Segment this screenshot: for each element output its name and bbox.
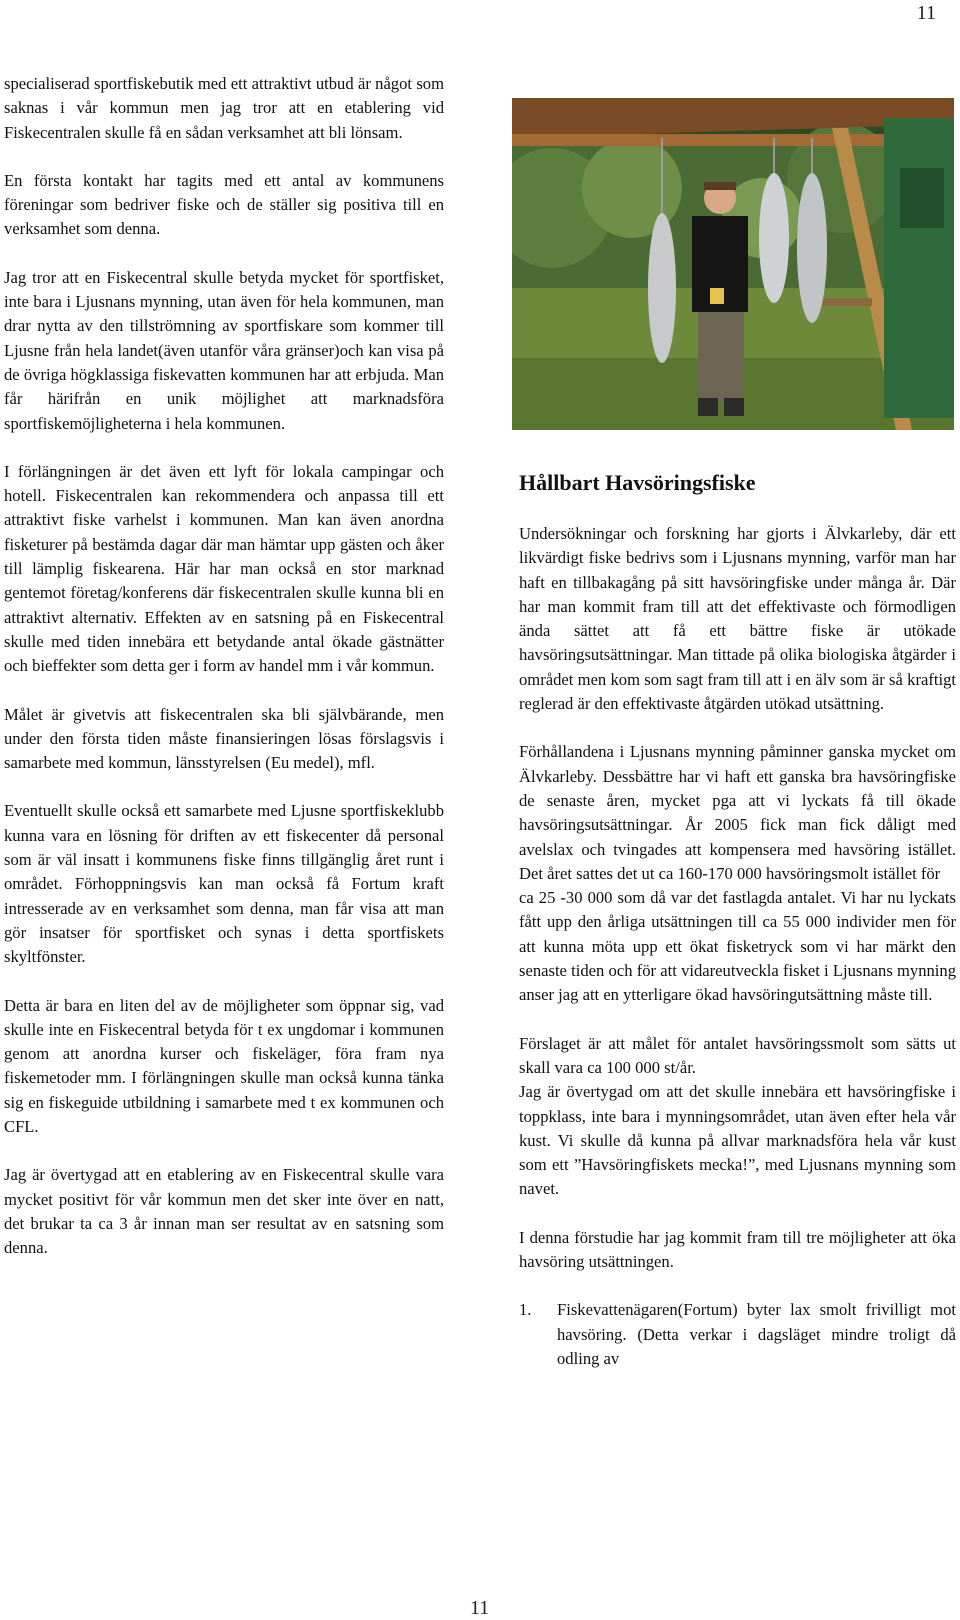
paragraph: Jag är övertygad att en etablering av en Fiskecentral skulle vara mycket positivt för vår kommun men det sker inte över en natt, det brukar ta ca 3 år innan man ser resultat av en satsning som denna. <box>4 1165 444 1258</box>
list-item-number: 1. <box>519 1300 532 1320</box>
paragraph: I denna förstudie har jag kommit fram till tre möjligheter att öka havsöring utsättningen. <box>519 1227 956 1272</box>
page-number-bottom: 11 <box>470 1597 490 1619</box>
paragraph: Undersökningar och forskning har gjorts i Älvkarleby, där ett likvärdigt fiske bedrivs som i Ljusnans mynning, varför man har haft en tillbakagång på sitt havsöringfiske under många år. Där har man kommit fram till att det effektivaste och förmodligen ända sättet att få ett bättre fiske är utökade havsöringsutsättningar. Man tittade på olika biologiska åtgärder i området men kom som sagt fram till att i en älv som är så kraftigt reglerad är den effektivaste åtgärden utökad utsättning. <box>519 524 956 714</box>
paragraph: Eventuellt skulle också ett samarbete med Ljusne sportfiskeklubb kunna vara en lösning för driften av ett fiskecenter då personal som är väl insatt i kommunens fiske finns tillgänglig året runt i området. Förhoppningsvis kan man också få Fortum kraft intresserade av en verksamhet som denna, man får visa att man gör insatser för sportfisket och synas i detta sportfiskets skyltfönster. <box>4 801 444 967</box>
paragraph: ca 25 -30 000 som då var det fastlagda antalet. Vi har nu lyckats fått upp den årliga utsättningen till ca 55 000 individer men för att kunna möta upp ett ökat fisketryck som vi har märkt den senaste tiden och för att vidareutveckla fisket i Ljusnans mynning anser jag att en ytterligare ökad havsöringutsättning måste till. <box>519 888 956 1005</box>
paragraph: En första kontakt har tagits med ett antal av kommunens föreningar som bedriver fiske och de ställer sig positiva till en verksamhet som denna. <box>4 170 444 239</box>
list-item <box>519 1298 956 1371</box>
paragraph: Förslaget är att målet för antalet havsöringssmolt som sätts ut skall vara ca 100 000 st/år. <box>519 1033 956 1077</box>
paragraph: Detta är bara en liten del av de möjligheter som öppnar sig, vad skulle inte en Fiskecentral betyda för t ex ungdomar i kommunen genom att anordna kurser och fiskeläger, föra fram nya fiskemetoder mm. I förlängningen skulle man också kunna tänka sig en fiskeguide utbildning i samarbete med t ex kommunen och CFL. <box>4 995 444 1136</box>
paragraph: specialiserad sportfiskebutik med ett attraktivt utbud är något som saknas i vår kommun men jag tror att en etablering vid Fiskecentralen skulle få en sådan verksamhet att bli lönsam. <box>4 74 444 142</box>
section-heading: Hållbart Havsöringsfiske <box>519 470 756 495</box>
paragraph: Förhållandena i Ljusnans mynning påminner ganska mycket om Älvkarleby. Dessbättre har vi haft ett ganska bra havsöringfiske de senaste åren, mycket pga att vi lyckats få till ökade havsöringsutsättningar. År 2005 fick man fick dåligt med avelslax och tvingades att kompensera med havsöring istället. Det året sattes det ut ca 160-170 000 havsöringsmolt istället för <box>519 742 956 883</box>
paragraph: Jag är övertygad om att det skulle innebära ett havsöringfiske i toppklass, inte bara i mynningsområdet, utan även efter hela vår kust. Vi skulle då kunna på allvar marknadsföra hela vår kust som ett ”Havsöringfiskets mecka!”, med Ljusnans mynning som navet. <box>519 1082 956 1199</box>
left-column <box>4 72 444 1284</box>
paragraph: Jag tror att en Fiskecentral skulle betyda mycket för sportfisket, inte bara i Ljusnans mynning, utan även för hela kommunen, man drar nytta av den tillströmning av sportfiskare som kommer till Ljusne från hela landet(även utanför våra gränser)och kan visa på de övriga högklassiga fiskevatten kommunen har att erbjuda. Man får härifrån en unik möjlighet att marknadsföra sportfiskemöjligheterna i hela kommunen. <box>4 267 444 433</box>
paragraph: Målet är givetvis att fiskecentralen ska bli självbärande, men under den första tiden måste finansieringen lösas förslagsvis i samarbete med kommun, länsstyrelsen (Eu medel), mfl. <box>4 704 444 773</box>
numbered-list <box>519 1298 956 1371</box>
paragraph: I förlängningen är det även ett lyft för lokala campingar och hotell. Fiskecentralen kan rekommendera och anpassa till ett attraktivt fiske varhelst i kommunen. Man kan även anordna fisketurer på bestämda dagar där man hämtar upp gästen och åker till lämplig fiskearena. Här har man också en stor marknad gentemot företag/konferens där fiskecentralen skulle kunna bli en attraktivt alternativ. Effekten av en satsning på en Fiskecentral skulle med tiden innebära ett betydande antal ökade gästnätter och bieffekter som detta ger i form av handel mm i vår kommun. <box>4 461 444 676</box>
page-number-top: 11 <box>916 2 936 24</box>
fishing-photo <box>512 98 954 430</box>
list-item-text: Fiskevattenägaren(Fortum) byter lax smolt frivilligt mot havsöring. (Detta verkar i dagsläget mindre troligt då odling av <box>557 1300 956 1368</box>
right-column <box>519 522 956 1371</box>
fishing-photo-illustration <box>512 98 954 430</box>
